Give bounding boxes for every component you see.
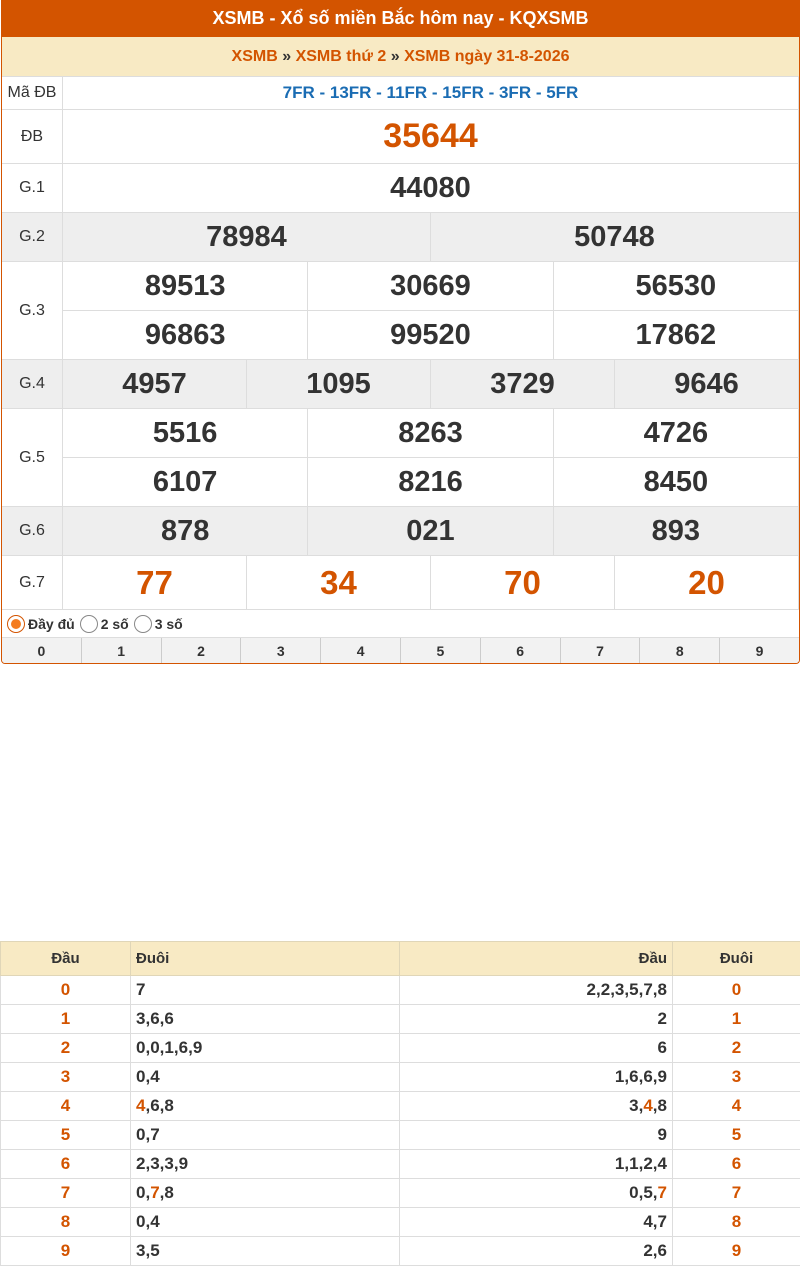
loto-digit: 6	[179, 1038, 188, 1057]
loto-digit: 3	[629, 1096, 638, 1115]
option-full[interactable]	[6, 615, 75, 633]
loto-duoi-list: 4,6,8	[131, 1092, 400, 1121]
option-two[interactable]	[79, 615, 129, 633]
g7-number: 20	[614, 556, 798, 609]
g1-label: G.1	[2, 164, 63, 213]
loto-digit: 6	[643, 1067, 652, 1086]
loto-duoi-digit: 7	[673, 1179, 800, 1208]
loto-row	[1, 976, 800, 1005]
loto-digit: 0	[136, 1125, 145, 1144]
g6-number: 021	[307, 507, 552, 555]
loto-row	[1, 1034, 800, 1063]
loto-dau-digit: 5	[1, 1121, 131, 1150]
loto-digit: 2	[643, 1241, 652, 1260]
option-full-label: Đầy đủ	[28, 616, 75, 632]
loto-duoi-list: 0,7	[131, 1121, 400, 1150]
option-three[interactable]	[133, 615, 183, 633]
loto-digit: 6	[150, 1096, 159, 1115]
loto-dau-digit: 8	[1, 1208, 131, 1237]
loto-duoi-list: 0,0,1,6,9	[131, 1034, 400, 1063]
loto-digit: 7	[658, 1212, 667, 1231]
loto-digit: 5	[150, 1241, 159, 1260]
breadcrumb-date-link[interactable]: XSMB ngày 31-8-2026	[404, 48, 569, 65]
loto-dau-digit: 0	[1, 976, 131, 1005]
loto-digit: 3	[136, 1009, 145, 1028]
breadcrumb-separator: »	[282, 48, 291, 65]
loto-dau-digit: 1	[1, 1005, 131, 1034]
loto-digit: 7	[658, 1183, 667, 1202]
g2-number: 78984	[63, 213, 430, 261]
g3-number: 56530	[553, 262, 798, 310]
breadcrumb	[2, 37, 799, 76]
loto-row	[1, 1092, 800, 1121]
g7-label: G.7	[2, 556, 63, 610]
loto-digit: 1	[615, 1154, 624, 1173]
g3-number: 17862	[553, 311, 798, 359]
g3-number: 99520	[307, 311, 552, 359]
digit-filter[interactable]: 9	[719, 638, 799, 664]
loto-digit: 1	[629, 1154, 638, 1173]
loto-digit: 9	[658, 1125, 667, 1144]
loto-dau-digit: 4	[1, 1092, 131, 1121]
loto-duoi-digit: 5	[673, 1121, 800, 1150]
loto-digit: 6	[629, 1067, 638, 1086]
loto-header-duoi: Đuôi	[673, 942, 800, 976]
results-table	[2, 76, 799, 610]
loto-digit: 3	[136, 1241, 145, 1260]
ma-db-codes: 7FR - 13FR - 11FR - 15FR - 3FR - 5FR	[63, 77, 799, 110]
loto-digit: 0	[629, 1183, 638, 1202]
loto-digit: 1	[164, 1038, 173, 1057]
loto-digit: 6	[150, 1009, 159, 1028]
loto-digit: 3	[150, 1154, 159, 1173]
digit-filter[interactable]: 0	[2, 638, 81, 664]
digit-filter[interactable]: 1	[81, 638, 161, 664]
loto-dau-digit: 2	[1, 1034, 131, 1063]
g5-number: 8263	[307, 409, 552, 457]
loto-dau-list	[400, 1034, 673, 1063]
g4-number: 9646	[614, 360, 798, 408]
loto-digit: 3	[164, 1154, 173, 1173]
loto-digit: 6	[658, 1038, 667, 1057]
loto-digit: 4	[658, 1154, 667, 1173]
loto-digit: 5	[643, 1183, 652, 1202]
option-three-label: 3 số	[155, 616, 183, 632]
loto-digit: 0	[136, 1067, 145, 1086]
g7-number: 77	[63, 556, 246, 609]
loto-duoi-digit: 0	[673, 976, 800, 1005]
loto-duoi-list: 2,3,3,9	[131, 1150, 400, 1179]
loto-digit: 4	[643, 1096, 652, 1115]
loto-dau-list: 2,6	[400, 1237, 673, 1266]
g1-number: 44080	[63, 164, 799, 213]
digit-filter[interactable]: 8	[639, 638, 719, 664]
g6-number: 893	[553, 507, 798, 555]
loto-row	[1, 1179, 800, 1208]
g5-number: 6107	[63, 458, 307, 506]
loto-row	[1, 1237, 800, 1266]
loto-digit: 3	[615, 980, 624, 999]
radio-three[interactable]	[134, 615, 152, 633]
ma-db-label: Mã ĐB	[2, 77, 63, 110]
loto-digit: 2	[136, 1154, 145, 1173]
loto-dau-list: 4,7	[400, 1208, 673, 1237]
g5-label: G.5	[2, 409, 63, 507]
loto-digit: 5	[629, 980, 638, 999]
loto-dau-list: 3,4,8	[400, 1092, 673, 1121]
loto-duoi-digit: 2	[673, 1034, 800, 1063]
loto-digit: 7	[150, 1183, 159, 1202]
loto-digit: 8	[658, 980, 667, 999]
loto-digit: 8	[658, 1096, 667, 1115]
loto-dau-list: 0,5,7	[400, 1179, 673, 1208]
loto-row	[1, 1208, 800, 1237]
loto-digit: 6	[164, 1009, 173, 1028]
loto-digit: 9	[193, 1038, 202, 1057]
g3-number: 89513	[63, 262, 307, 310]
loto-digit: 2	[601, 980, 610, 999]
db-label: ĐB	[2, 110, 63, 164]
g5-number: 5516	[63, 409, 307, 457]
loto-dau-digit: 6	[1, 1150, 131, 1179]
loto-row	[1, 1063, 800, 1092]
digit-filter[interactable]: 3	[240, 638, 320, 664]
results-card	[1, 0, 800, 664]
g7-number: 70	[430, 556, 614, 609]
g5-number: 8216	[307, 458, 552, 506]
loto-duoi-list: 0,7,8	[131, 1179, 400, 1208]
g2-label: G.2	[2, 213, 63, 262]
loto-digit: 6	[658, 1241, 667, 1260]
loto-dau-list	[400, 1005, 673, 1034]
loto-digit: 9	[658, 1067, 667, 1086]
loto-dau-list: 1,6,6,9	[400, 1063, 673, 1092]
loto-header-dau: Đầu	[400, 942, 673, 976]
loto-digit: 7	[136, 980, 145, 999]
loto-digit: 8	[164, 1096, 173, 1115]
g3-number: 96863	[63, 311, 307, 359]
loto-digit: 4	[136, 1096, 145, 1115]
loto-duoi-digit: 9	[673, 1237, 800, 1266]
loto-duoi-list: 3,6,6	[131, 1005, 400, 1034]
loto-dau-list: 1,1,2,4	[400, 1150, 673, 1179]
g3-label: G.3	[2, 262, 63, 360]
loto-digit: 9	[179, 1154, 188, 1173]
loto-duoi-list: 3,5	[131, 1237, 400, 1266]
loto-duoi-digit: 4	[673, 1092, 800, 1121]
digit-filter[interactable]: 7	[560, 638, 640, 664]
option-two-label: 2 số	[101, 616, 129, 632]
loto-digit: 0	[150, 1038, 159, 1057]
page-title: XSMB - Xổ số miền Bắc hôm nay - KQXSMB	[2, 0, 799, 37]
loto-digit: 2	[643, 1154, 652, 1173]
g5-number: 8450	[553, 458, 798, 506]
radio-two[interactable]	[80, 615, 98, 633]
loto-digit: 2	[587, 980, 596, 999]
g6-number: 878	[63, 507, 307, 555]
loto-duoi-list	[131, 976, 400, 1005]
loto-dau-list: 2,2,3,5,7,8	[400, 976, 673, 1005]
loto-digit: 0	[136, 1212, 145, 1231]
loto-digit: 2	[658, 1009, 667, 1028]
loto-duoi-digit: 6	[673, 1150, 800, 1179]
loto-duoi-digit: 1	[673, 1005, 800, 1034]
loto-dau-digit: 7	[1, 1179, 131, 1208]
digit-filter[interactable]: 5	[400, 638, 480, 664]
loto-row	[1, 1121, 800, 1150]
loto-header-duoi: Đuôi	[131, 942, 400, 976]
loto-digit: 0	[136, 1038, 145, 1057]
loto-digit: 1	[615, 1067, 624, 1086]
digit-filter[interactable]: 2	[161, 638, 241, 664]
loto-duoi-list: 0,4	[131, 1208, 400, 1237]
loto-digit: 4	[643, 1212, 652, 1231]
breadcrumb-weekday-link[interactable]: XSMB thứ 2	[296, 48, 387, 65]
display-options	[2, 610, 799, 638]
breadcrumb-home-link[interactable]: XSMB	[232, 48, 278, 65]
g6-label: G.6	[2, 507, 63, 556]
loto-digit: 4	[150, 1067, 159, 1086]
loto-digit: 7	[643, 980, 652, 999]
loto-row	[1, 1150, 800, 1179]
loto-digit: 4	[150, 1212, 159, 1231]
digit-filter[interactable]: 6	[480, 638, 560, 664]
loto-duoi-digit: 8	[673, 1208, 800, 1237]
loto-duoi-list: 0,4	[131, 1063, 400, 1092]
g4-number: 1095	[246, 360, 430, 408]
g2-number: 50748	[430, 213, 798, 261]
digit-filter-bar	[2, 638, 799, 664]
loto-digit: 7	[150, 1125, 159, 1144]
digit-filter[interactable]: 4	[320, 638, 400, 664]
g5-number: 4726	[553, 409, 798, 457]
loto-dau-list	[400, 1121, 673, 1150]
special-prize: 35644	[63, 110, 799, 164]
loto-digit: 0	[136, 1183, 145, 1202]
g4-number: 3729	[430, 360, 614, 408]
g3-number: 30669	[307, 262, 552, 310]
loto-dau-digit: 9	[1, 1237, 131, 1266]
loto-row	[1, 1005, 800, 1034]
g4-label: G.4	[2, 360, 63, 409]
loto-duoi-digit: 3	[673, 1063, 800, 1092]
loto-digit: 8	[164, 1183, 173, 1202]
loto-dau-digit: 3	[1, 1063, 131, 1092]
g4-number: 4957	[63, 360, 246, 408]
breadcrumb-separator: »	[391, 48, 400, 65]
radio-full[interactable]	[7, 615, 25, 633]
g7-number: 34	[246, 556, 430, 609]
loto-header-dau: Đầu	[1, 942, 131, 976]
loto-table	[0, 941, 800, 1266]
